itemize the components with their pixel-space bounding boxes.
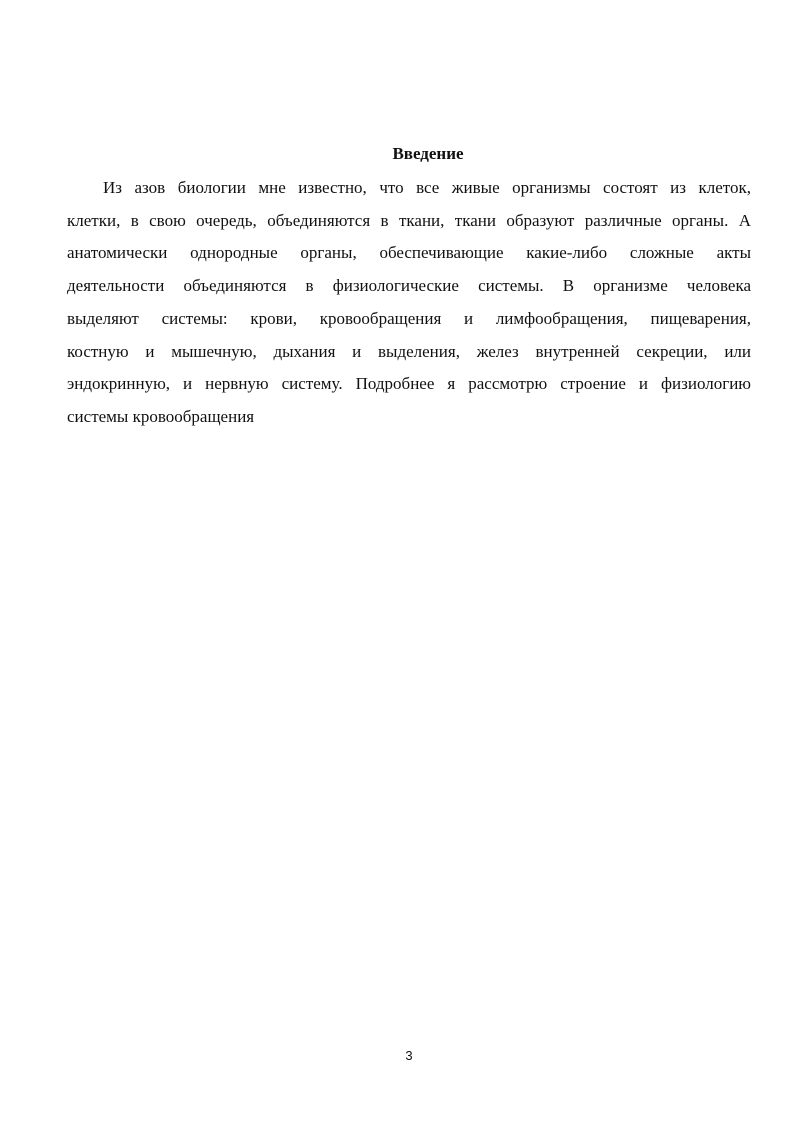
paragraph-line: анатомически однородные органы, обеспечивающие какие-либо сложные акты — [67, 243, 751, 263]
paragraph-line: выделяют системы: крови, кровообращения и лимфообращения, пищеварения, — [67, 308, 751, 328]
page-content — [67, 140, 751, 434]
paragraph-line: эндокринную, и нервную систему. Подробнее я рассмотрю строение и физиологию — [67, 374, 751, 394]
paragraph-line: деятельности объединяются в физиологические системы. В организме человека — [67, 276, 751, 296]
paragraph-line: Из азов биологии мне известно, что все живые организмы состоят из клеток, — [103, 178, 751, 197]
section-heading: Введение — [392, 144, 464, 163]
paragraph-line: костную и мышечную, дыхания и выделения, желез внутренней секреции, или — [67, 341, 751, 361]
intro-paragraph — [67, 172, 751, 434]
paragraph-line: системы кровообращения — [67, 406, 255, 426]
paragraph-line: клетки, в свою очередь, объединяются в ткани, ткани образуют различные органы. А — [67, 210, 751, 230]
page-number: 3 — [405, 1048, 413, 1063]
